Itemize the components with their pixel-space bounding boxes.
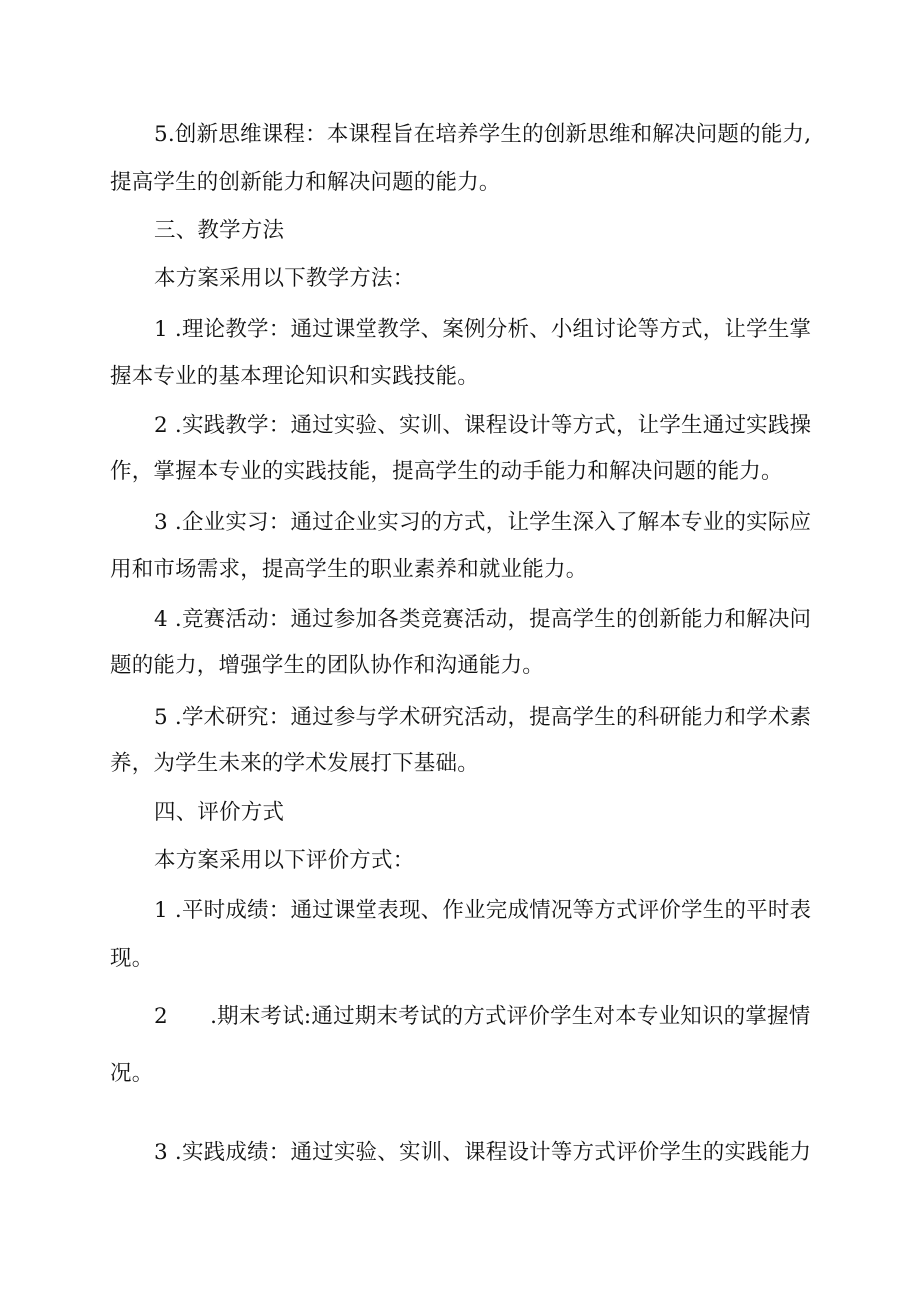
method-3-line-2: 用和市场需求，提高学生的职业素养和就业能力。 — [110, 557, 588, 582]
method-1-line-1: 1 .理论教学：通过课堂教学、案例分析、小组讨论等方式，让学生掌 — [154, 317, 812, 342]
section-heading-teaching-methods: 三、教学方法 — [154, 218, 285, 243]
method-3-line-1: 3 .企业实习：通过企业实习的方式，让学生深入了解本专业的实际应 — [154, 510, 812, 535]
evaluation-2-line-2: 况。 — [110, 1061, 154, 1086]
evaluation-3-line-1: 3 .实践成绩：通过实验、实训、课程设计等方式评价学生的实践能力 — [154, 1140, 812, 1165]
method-1-line-2: 握本专业的基本理论知识和实践技能。 — [110, 364, 479, 389]
evaluation-2-line-1: 2 .期末考试:通过期末考试的方式评价学生对本专业知识的掌握情 — [154, 1004, 811, 1029]
paragraph-course-5-line-1: 5.创新思维课程：本课程旨在培养学生的创新思维和解决问题的能力, — [154, 122, 812, 147]
section-heading-evaluation: 四、评价方式 — [154, 800, 285, 825]
evaluation-1-line-1: 1 .平时成绩：通过课堂表现、作业完成情况等方式评价学生的平时表 — [154, 898, 812, 923]
method-5-line-1: 5 .学术研究：通过参与学术研究活动，提高学生的科研能力和学术素 — [154, 705, 812, 730]
method-4-line-1: 4 .竞赛活动：通过参加各类竞赛活动，提高学生的创新能力和解决问 — [154, 607, 812, 632]
method-4-line-2: 题的能力，增强学生的团队协作和沟通能力。 — [110, 653, 545, 678]
intro-evaluation: 本方案采用以下评价方式： — [154, 848, 415, 873]
method-2-line-2: 作，掌握本专业的实践技能，提高学生的动手能力和解决问题的能力。 — [110, 459, 783, 484]
method-5-line-2: 养，为学生未来的学术发展打下基础。 — [110, 751, 479, 776]
method-2-line-1: 2 .实践教学：通过实验、实训、课程设计等方式，让学生通过实践操 — [154, 413, 812, 438]
paragraph-course-5-line-2: 提高学生的创新能力和解决问题的能力。 — [110, 170, 501, 195]
evaluation-1-line-2: 现。 — [110, 946, 154, 971]
intro-teaching-methods: 本方案采用以下教学方法： — [154, 266, 415, 291]
